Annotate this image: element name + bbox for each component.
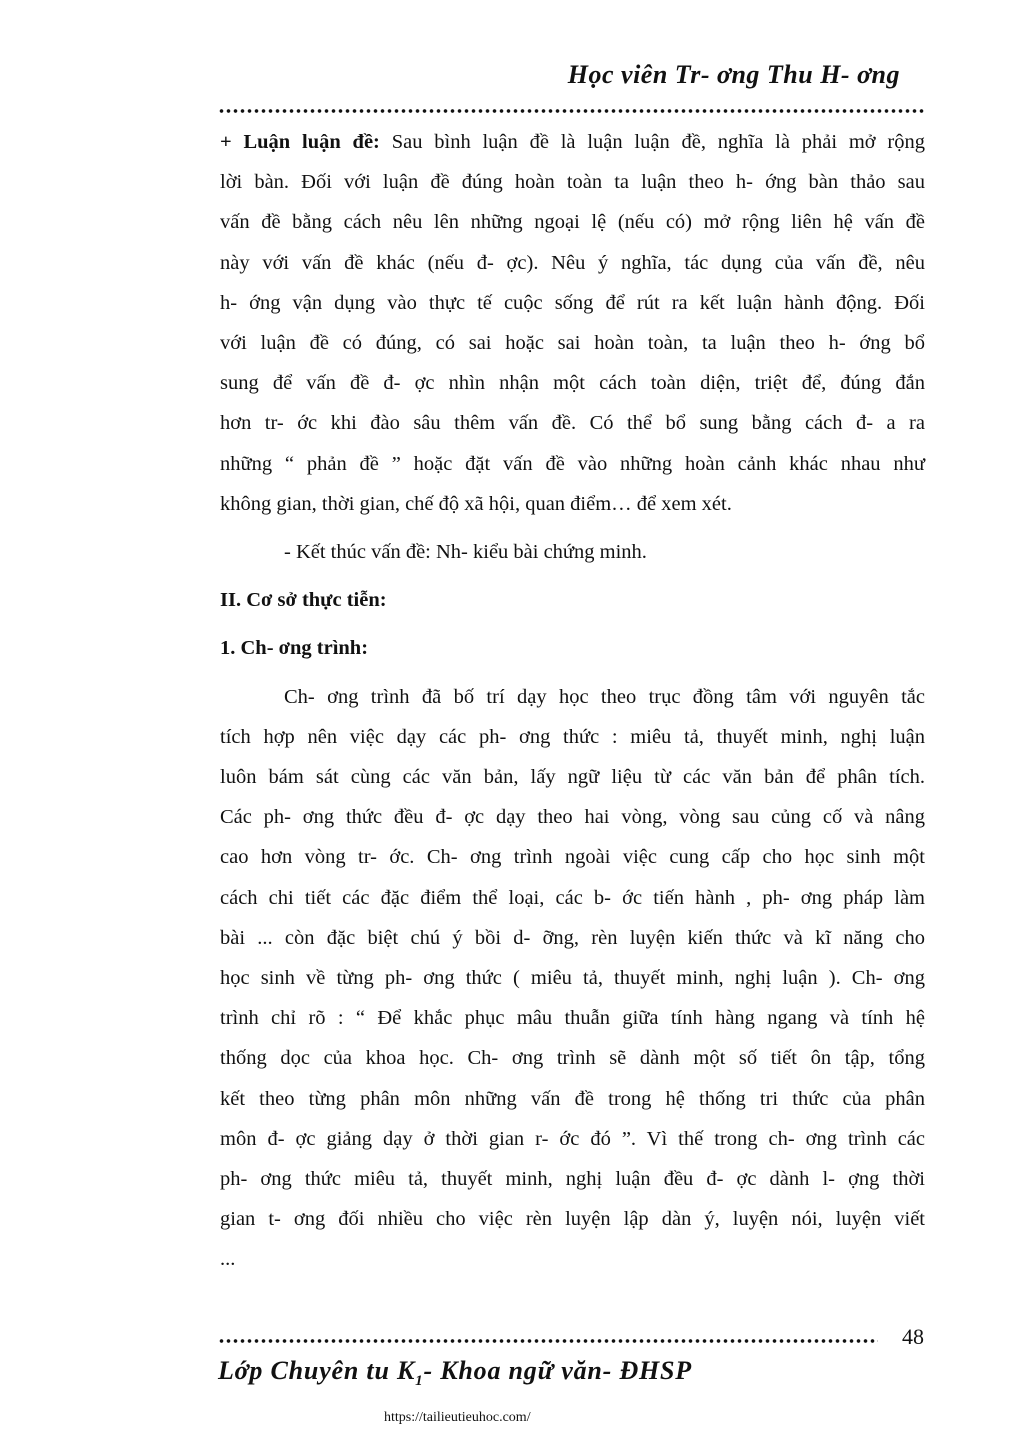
text-line: môn đ- ợc giảng dạy ở thời gian r- ớc đó ”. Vì thế trong ch- ơng trình các — [220, 1127, 925, 1150]
footer-title-rest: - Khoa ngữ văn- ĐHSP — [423, 1356, 692, 1385]
spacer — [220, 669, 925, 677]
text-line: Các ph- ơng thức đều đ- ợc dạy theo hai vòng, vòng sau củng cố và nâng — [220, 806, 925, 829]
text-line: luôn bám sát cùng các văn bản, lấy ngữ liệu từ các văn bản để phân tích. — [220, 766, 925, 789]
text-line: học sinh về từng ph- ơng thức ( miêu tả, thuyết minh, nghị luận ). Ch- ơng — [220, 967, 925, 990]
text-line: vấn đề bằng cách nêu lên những ngoại lệ (nếu có) mở rộng liên hệ vấn đề — [220, 211, 925, 234]
text-line-content: Sau bình luận đề là luận luận đề, nghĩa là phải mở rộng — [379, 131, 925, 153]
text-line: kết theo từng phân môn những vấn đề trong hệ thống tri thức của phân — [220, 1087, 925, 1110]
text-line: không gian, thời gian, chế độ xã hội, quan điểm… để xem xét. — [220, 492, 732, 515]
text-line: bài ... còn đặc biệt chú ý bồi d- ỡng, rèn luyện kiến thức và kĩ năng cho — [220, 926, 925, 949]
subsection-heading: 1. Ch- ơng trình: — [220, 637, 369, 660]
spacer — [220, 572, 925, 580]
text-line: cách chi tiết các đặc điểm thể loại, các b- ớc tiến hành , ph- ơng pháp làm — [220, 886, 925, 909]
source-url[interactable]: https://tailieutieuhoc.com/ — [384, 1410, 531, 1425]
text-line: lời bàn. Đối với luận đề đúng hoàn toàn ta luận theo h- ớng bàn thảo sau — [220, 171, 925, 194]
top-dotted-divider — [218, 108, 924, 114]
text-line: trình chỉ rõ : “ Để khắc phục mâu thuẫn giữa tính hàng ngang và tính hệ — [220, 1007, 925, 1030]
text-line: những “ phản đề ” hoặc đặt vấn đề vào những hoàn cảnh khác nhau như — [220, 452, 925, 475]
paragraph-label: + Luận luận đề: — [220, 131, 380, 153]
text-line: h- ớng vận dụng vào thực tế cuộc sống để rút ra kết luận hành động. Đối — [220, 291, 925, 314]
paragraph-ket-thuc: - Kết thúc vấn đề: Nh- kiểu bài chứng minh. — [284, 541, 647, 564]
text-line: sung để vấn đề đ- ợc nhìn nhận một cách toàn diện, triệt để, đúng đắn — [220, 372, 925, 395]
text-line: Ch- ơng trình đã bố trí dạy học theo trục đồng tâm với nguyên tắc — [284, 685, 925, 708]
paragraph-luan-luan-de — [220, 122, 925, 524]
text-line — [220, 122, 925, 162]
text-line: thống dọc của khoa học. Ch- ơng trình sẽ dành một số tiết ôn tập, tổng — [220, 1047, 925, 1070]
header-title: Học viên Tr- ơng Thu H- ơng — [567, 60, 900, 89]
text-line: ... — [220, 1248, 236, 1271]
text-line: gian t- ơng đối nhiều cho việc rèn luyện lập dàn ý, luyện nói, luyện viết — [220, 1208, 925, 1231]
text-line: với luận đề có đúng, có sai hoặc sai hoàn toàn, ta luận theo h- ớng bổ — [220, 332, 925, 355]
text-line: tích hợp nên việc dạy các ph- ơng thức : miêu tả, thuyết minh, nghị luận — [220, 725, 925, 748]
text-line: cao hơn vòng tr- ớc. Ch- ơng trình ngoài việc cung cấp cho học sinh một — [220, 846, 925, 869]
paragraph-chuong-trinh — [220, 677, 925, 1280]
page-number: 48 — [902, 1324, 924, 1349]
footer-title-main: Lớp Chuyên tu K — [218, 1356, 416, 1385]
section-heading: II. Cơ sở thực tiễn: — [220, 589, 387, 612]
spacer — [220, 620, 925, 628]
spacer — [220, 524, 925, 532]
footer-title-subscript: 1 — [415, 1373, 424, 1390]
text-line: này với vấn đề khác (nếu đ- ợc). Nêu ý nghĩa, tác dụng của vấn đề, nêu — [220, 251, 925, 274]
footer-title — [218, 1356, 692, 1390]
document-body — [220, 122, 925, 1280]
text-line: hơn tr- ớc khi đào sâu thêm vấn đề. Có thể bổ sung bằng cách đ- a ra — [220, 412, 925, 435]
bottom-dotted-divider — [218, 1338, 878, 1344]
text-line: ph- ơng thức miêu tả, thuyết minh, nghị luận đều đ- ợc dành l- ợng thời — [220, 1168, 925, 1191]
